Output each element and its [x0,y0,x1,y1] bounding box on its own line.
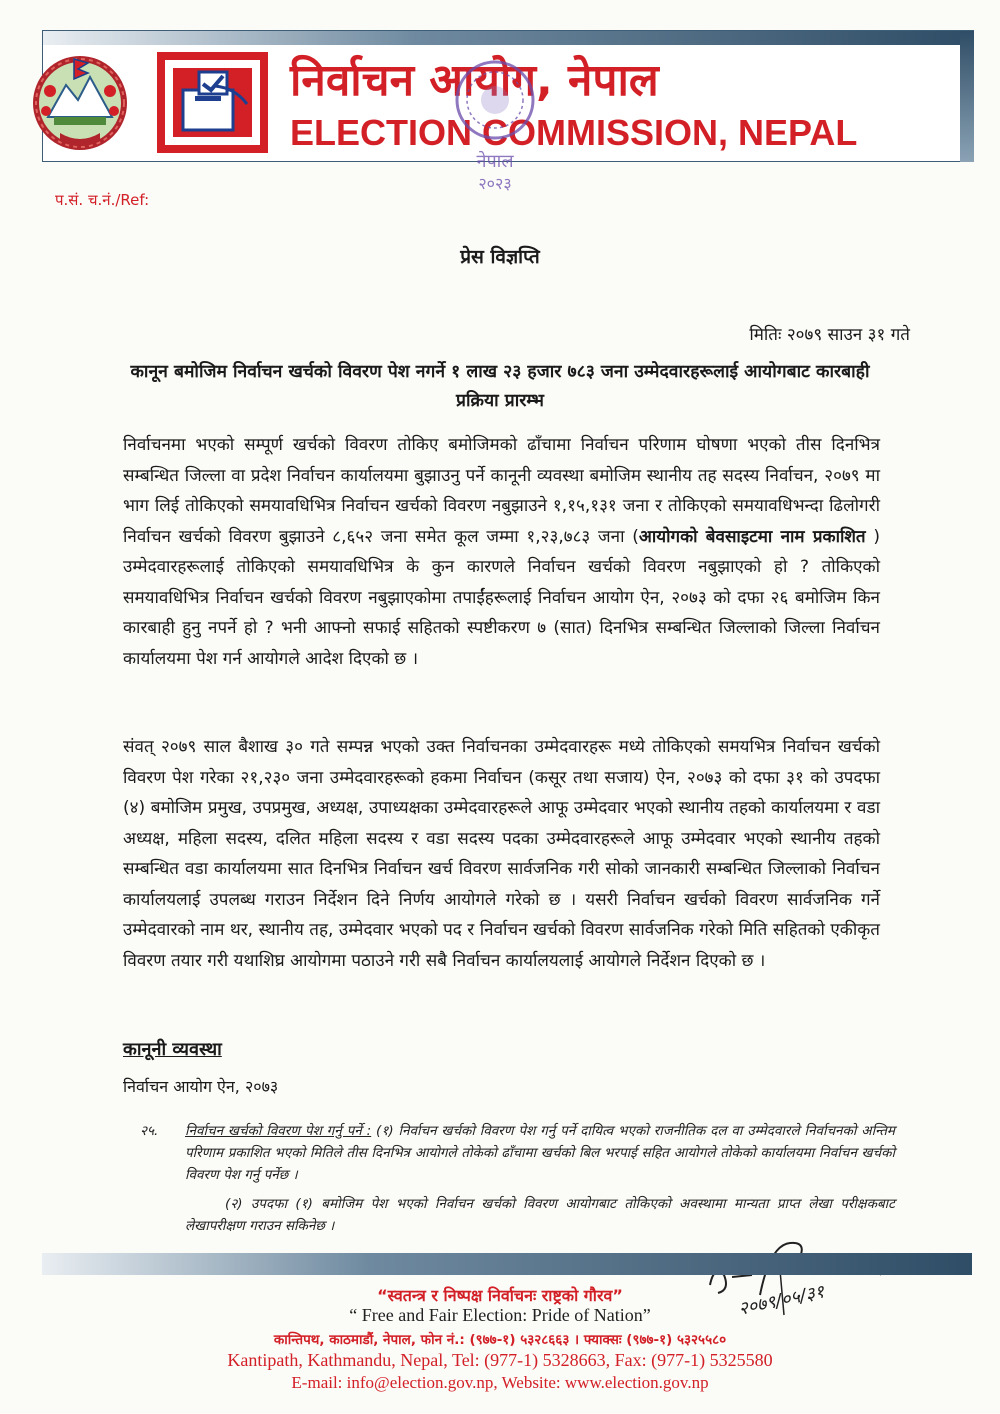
ballot-box-icon [155,50,270,155]
stamp-text: नेपाल [476,151,514,172]
legal-provision-heading: कानूनी व्यवस्था [123,1039,222,1060]
document-subject: कानून बमोजिम निर्वाचन खर्चको विवरण पेश नगर्ने १ लाख २३ हजार ७८३ जना उम्मेदवारहरूलाई आयोगबाट कारबाही प्रक्रिया प्रारम्भ [130,362,870,411]
paragraph-1-rest: ) उम्मेदवारहरूलाई तोकिएको समयावधिभित्र के कुन कारणले निर्वाचन खर्चको विवरण नबुझाएको हो ? तोकिएको समयावधिभित्र निर्वाचन खर्चको विवरण नबुझाएकोमा तपाईंहरूलाई निर्वाचन आयोग ऐन, २०७३ को दफा २६ बमोजिम किन कारबाही हुनु नपर्ने हो ? भनी आफ्नो सफाई सहितको स्पष्टीकरण ७ (सात) दिनभित्र सम्बन्धित जिल्लाको जिल्ला निर्वाचन कार्यालयमा पेश गर्न आयोगले आदेश दिएको छ । [123,526,880,669]
clause-title: निर्वाचन खर्चको विवरण पेश गर्नु पर्ने : [185,1123,372,1139]
office-stamp-icon [440,55,560,205]
stamp-year: २०२३ [478,174,512,193]
org-title-nepali: निर्वाचन आयोग, नेपाल [290,55,659,106]
signature-date: २०७९/०५/३१ [736,1281,827,1320]
document-date: मितिः २०७९ साउन ३१ गते [749,325,910,345]
motto-nepali: “स्वतन्त्र र निष्पक्ष निर्वाचनः राष्ट्रको गौरव” [377,1286,623,1305]
act-name: निर्वाचन आयोग ऐन, २०७३ [123,1077,279,1096]
letterhead-right-bar [960,31,974,162]
org-title-english: ELECTION COMMISSION, NEPAL [290,112,858,153]
nepal-emblem-icon [30,45,130,155]
address-nepali: कान्तिपथ, काठमाडौं, नेपाल, फोन नं.: (९७७-१) ५३२८६६३ । फ्याक्सः (९७७-१) ५३२५५८० [273,1332,727,1348]
clause-text: (१) निर्वाचन खर्चको विवरण पेश गर्नु पर्ने दायित्व भएको राजनीतिक दल वा उम्मेदवारले निर्वाचनको अन्तिम परिणाम प्रकाशित भएको मितिले तीस दिनभित्र आयोगले तोकेको ढाँचामा खर्चको बिल भरपाई सहित आयोगले तोकेको कार्यालयमा निर्वाचन खर्चको विवरण पेश गर्नु पर्नेछ । [185,1123,895,1183]
clause-number: २५. [140,1123,159,1139]
paragraph-1-text: निर्वाचनमा भएको सम्पूर्ण खर्चको विवरण तोकिए बमोजिमको ढाँचामा निर्वाचन परिणाम घोषणा भएको तीस दिनभित्र सम्बन्धित जिल्ला वा प्रदेश निर्वाचन कार्यालयमा बुझाउनु पर्ने कानूनी व्यवस्था बमोजिम स्थानीय तह सदस्य निर्वाचन, २०७९ मा भाग लिई तोकिएको समयावधिभित्र निर्वाचन खर्चको विवरण नबुझाउने १,१५,१३१ जना र तोकिएको समयावधिभन्दा ढिलोगरी निर्वाचन खर्चको विवरण बुझाउने ८,६५२ जना समेत कूल जम्मा १,२३,७८३ जना ( [123,435,880,547]
reference-label: प.सं. च.नं./Ref: [55,191,150,209]
legal-clause [140,1120,895,1186]
paragraph-2: संवत् २०७९ साल बैशाख ३० गते सम्पन्न भएको उक्त निर्वाचनका उम्मेदवारहरू मध्ये तोकिएको समयभित्र निर्वाचन खर्चको विवरण पेश गरेका २१,२३० जना उम्मेदवारहरूको हकमा निर्वाचन (कसूर तथा सजाय) ऐन, २०७३ को दफा ३१ को उपदफा (४) बमोजिम प्रमुख, उपप्रमुख, अध्यक्ष, उपाध्यक्षका उम्मेदवारहरूले आफू उम्मेदवार भएको स्थानीय तहको कार्यालयमा र वडा अध्यक्ष, महिला सदस्य, दलित महिला सदस्य र वडा सदस्य पदका उम्मेदवारहरूले आफू उम्मेदवार भएको स्थानीय तहको सम्बन्धित वडा कार्यालयमा सात दिनभित्र निर्वाचन खर्च विवरण सार्वजनिक गरी सोको जानकारी सम्बन्धित जिल्लाको निर्वाचन कार्यालयलाई उपलब्ध गराउन निर्देशन दिने निर्णय आयोगले गरेको छ । यसरी निर्वाचन खर्चको विवरण सार्वजनिक गर्ने उम्मेदवारको नाम थर, स्थानीय तह, उम्मेदवार भएको पद र निर्वाचन खर्चको विवरण सार्वजनिक गरेको मिति सहितको एकीकृत विवरण तयार गरी यथाशिघ्र आयोगमा पठाउने गरी सबै निर्वाचन कार्यालयलाई आयोगले निर्देशन दिएको छ । [123,737,880,971]
address-english: Kantipath, Kathmandu, Nepal, Tel: (977-1) 5328663, Fax: (977-1) 5325580 [227,1350,773,1370]
footer-band [42,1253,972,1275]
document-heading: प्रेस विज्ञप्ति [460,246,540,268]
paragraph-1 [123,430,880,674]
letterhead-top-bar [43,31,973,45]
paragraph-1-bold: आयोगको बेवसाइटमा नाम प्रकाशित [638,526,866,547]
contact-info: E-mail: info@election.gov.np, Website: www.election.gov.np [291,1373,709,1392]
motto-english: “ Free and Fair Election: Pride of Nation” [349,1305,651,1325]
legal-subclause: (२) उपदफा (१) बमोजिम पेश भएको निर्वाचन खर्चको विवरण आयोगबाट तोकिएको अवस्थामा मान्यता प्राप्त लेखा परीक्षकबाट लेखापरीक्षण गराउन सकिनेछ । [185,1196,895,1234]
